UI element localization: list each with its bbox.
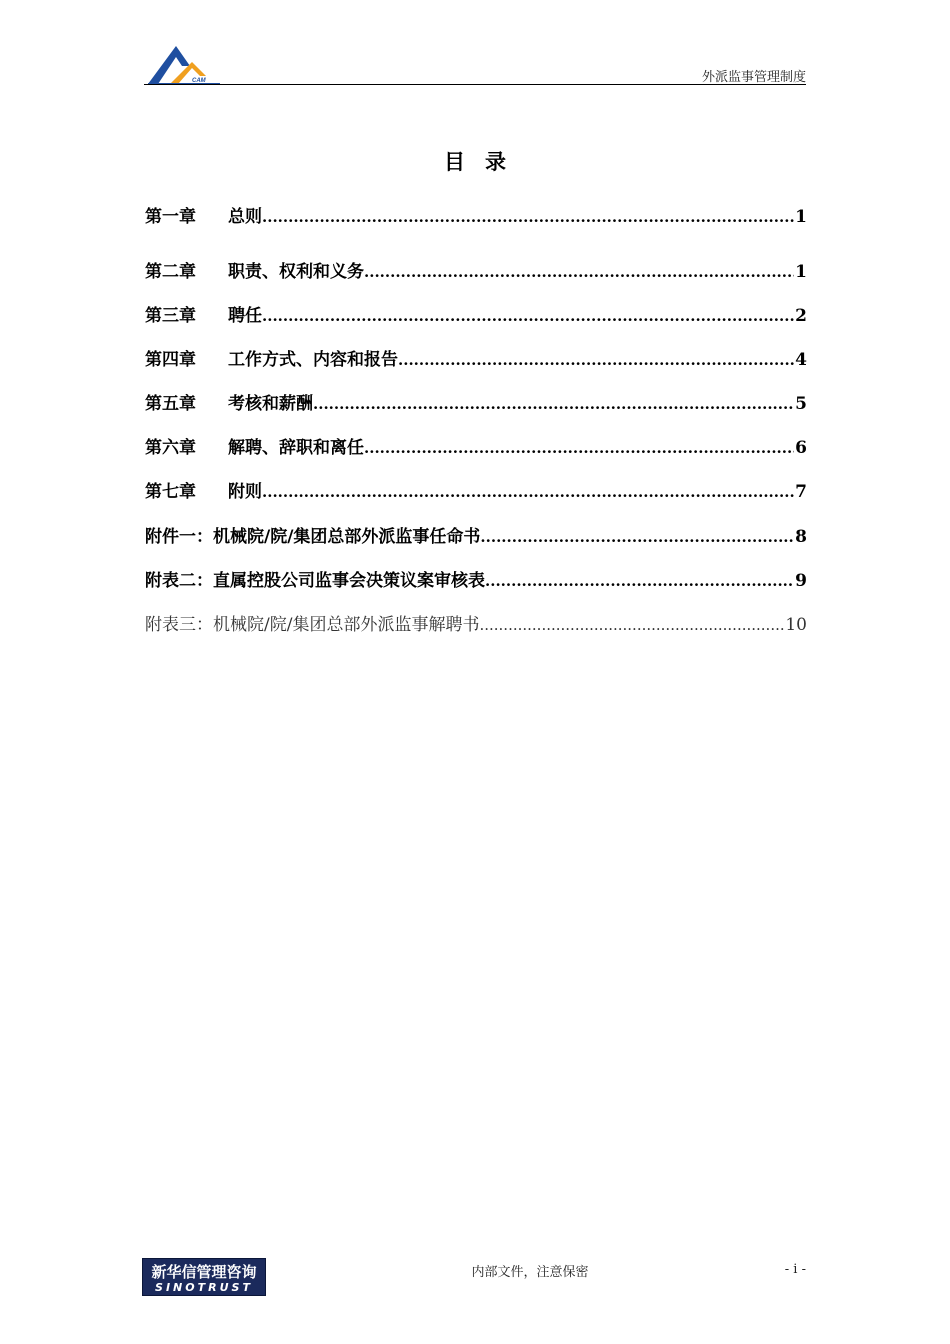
toc-chapter: 第二章 — [145, 262, 196, 282]
logo-text: CAM — [192, 78, 206, 84]
toc-leader — [364, 261, 794, 283]
toc-entry-title: 附表二：直属控股公司监事会决策议案审核表 — [145, 571, 485, 591]
toc-entry-title: 考核和薪酬 — [228, 394, 313, 414]
toc-entry[interactable] — [145, 305, 807, 327]
toc-entry-title: 解聘、辞职和离任 — [228, 438, 364, 458]
toc-leader — [262, 206, 794, 228]
toc-page-number: 2 — [795, 306, 807, 326]
toc-page-number: 10 — [785, 615, 807, 635]
toc-leader — [313, 393, 794, 415]
toc-entry-title: 工作方式、内容和报告 — [228, 350, 398, 370]
toc-page-number: 1 — [795, 207, 807, 227]
toc-entry[interactable] — [145, 206, 807, 228]
toc-chapter: 第五章 — [145, 394, 196, 414]
toc-chapter: 第六章 — [145, 438, 196, 458]
toc-entry[interactable] — [145, 261, 807, 283]
toc-entry-title: 附则 — [228, 482, 262, 502]
footer-page-number: - i - — [784, 1262, 806, 1277]
toc-page-number: 8 — [795, 527, 807, 547]
toc-entry[interactable] — [145, 526, 807, 548]
toc-entry-title: 附件一：机械院/院/集团总部外派监事任命书 — [145, 527, 481, 547]
toc-page-number: 7 — [795, 482, 807, 502]
toc-entry[interactable] — [145, 481, 807, 503]
sinotrust-logo-en: SINOTRUST — [155, 1281, 253, 1294]
toc-chapter: 第三章 — [145, 306, 196, 326]
toc-chapter: 第四章 — [145, 350, 196, 370]
header-title: 外派监事管理制度 — [701, 70, 806, 85]
toc-page-number: 4 — [795, 350, 807, 370]
toc-leader — [398, 349, 794, 371]
toc-entry-title: 聘任 — [228, 306, 262, 326]
toc-page-number: 1 — [795, 262, 807, 282]
logo-blue-mountain — [148, 46, 190, 84]
toc-page-number: 5 — [795, 394, 807, 414]
company-logo — [146, 44, 222, 86]
toc-leader — [480, 526, 794, 548]
toc-chapter: 第七章 — [145, 482, 196, 502]
toc-leader — [262, 305, 794, 327]
toc-entry[interactable] — [145, 349, 807, 371]
toc-title: 目录 — [444, 149, 526, 174]
toc-leader — [262, 481, 794, 503]
toc-leader — [364, 437, 794, 459]
toc-entry-title: 总则 — [228, 207, 262, 227]
toc-entry-title: 附表三：机械院/院/集团总部外派监事解聘书 — [145, 615, 480, 635]
sinotrust-logo-cn: 新华信管理咨询 — [151, 1263, 257, 1281]
toc-page-number: 9 — [795, 571, 807, 591]
toc-entry[interactable] — [145, 570, 807, 592]
toc-leader — [479, 614, 784, 636]
toc-entry[interactable] — [145, 614, 807, 636]
footer-confidential-note: 内部文件，注意保密 — [471, 1265, 589, 1280]
toc-entry[interactable] — [145, 393, 807, 415]
toc-entry[interactable] — [145, 437, 807, 459]
toc-chapter: 第一章 — [145, 207, 196, 227]
toc-entry-title: 职责、权利和义务 — [228, 262, 364, 282]
toc-leader — [485, 570, 794, 592]
header-rule — [144, 84, 806, 85]
toc-page-number: 6 — [795, 438, 807, 458]
